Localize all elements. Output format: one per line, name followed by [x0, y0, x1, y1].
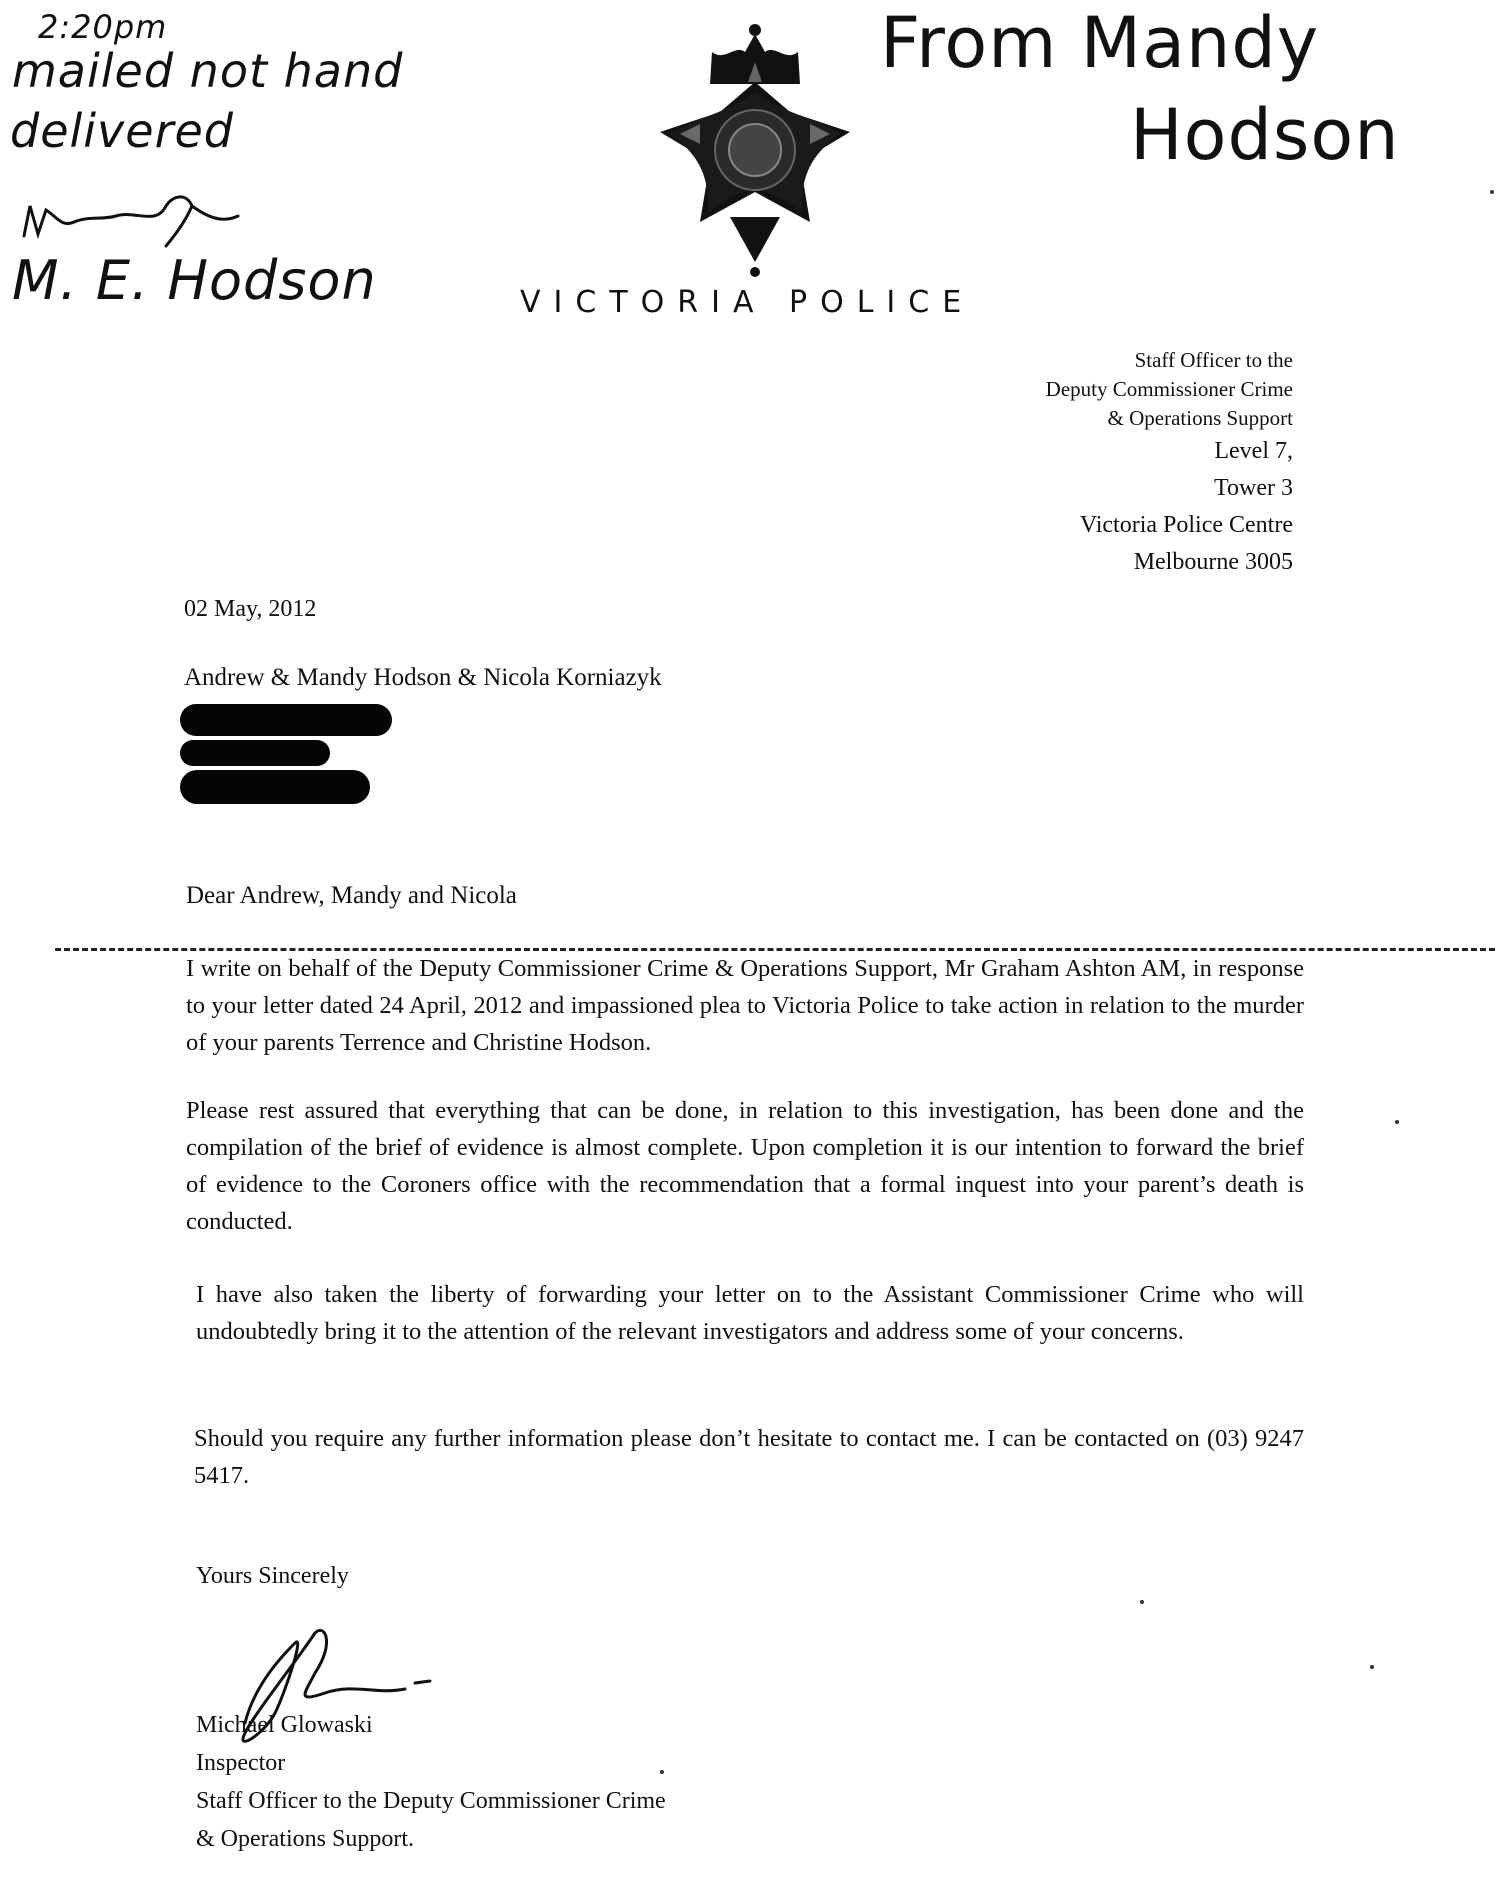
handwritten-signed-name: M. E. Hodson [12, 249, 377, 312]
redacted-address [180, 740, 330, 766]
signer-rank: Inspector [196, 1750, 286, 1776]
sender-line: Staff Officer to the [1134, 348, 1293, 372]
scan-speck [1395, 1120, 1399, 1124]
redacted-address [180, 704, 392, 736]
sender-line: Melbourne 3005 [1133, 549, 1293, 575]
handwritten-from-line2: Hodson [1130, 94, 1400, 176]
redacted-address [180, 770, 370, 804]
handwritten-note-line1: mailed not hand [12, 44, 404, 98]
scan-speck [1490, 190, 1494, 194]
scan-speck [1140, 1600, 1144, 1604]
scan-speck [660, 1770, 664, 1774]
closing: Yours Sincerely [196, 1563, 349, 1589]
signer-title: Staff Officer to the Deputy Commissioner Crime [196, 1788, 666, 1814]
handwritten-time: 2:20pm [38, 8, 168, 46]
body-paragraph: I have also taken the liberty of forwarding your letter on to the Assistant Commissioner Crime who will undoubtedly bring it to the attention of the relevant investigators and address some of your concerns. [196, 1281, 1304, 1345]
signer-name: Michael Glowaski [196, 1712, 373, 1738]
sender-line: Tower 3 [1214, 475, 1293, 501]
body-paragraph: Should you require any further information please don’t hesitate to contact me. I can be contacted on (03) 9247 5417. [194, 1425, 1304, 1489]
police-crest-icon [650, 22, 860, 282]
handwritten-from-line1: From Mandy [880, 2, 1320, 84]
organization-name: VICTORIA POLICE [520, 285, 975, 320]
handwritten-note-line2: delivered [10, 104, 234, 158]
body-paragraph: I write on behalf of the Deputy Commissioner Crime & Operations Support, Mr Graham Ashton AM, in response to your letter dated 24 April, 2012 and impassioned plea to Victoria Police to take action in relation to the murder of your parents Terrence and Christine Hodson. [186, 955, 1304, 1056]
sender-address [1046, 346, 1293, 581]
sender-line: Victoria Police Centre [1079, 512, 1293, 538]
handwritten-initials [16, 176, 246, 256]
sender-line: Deputy Commissioner Crime [1045, 377, 1293, 401]
signer-block [196, 1706, 666, 1858]
letter-date: 02 May, 2012 [184, 596, 317, 622]
body-paragraph: Please rest assured that everything that can be done, in relation to this investigation, has been done and the compilation of the brief of evidence is almost complete. Upon completion it is our intention to forward the brief of evidence to the Coroners office with the recommendation that a formal inquest into your parent’s death is conducted. [186, 1097, 1304, 1235]
sender-line: & Operations Support [1107, 406, 1293, 430]
sender-line: Level 7, [1214, 438, 1293, 464]
signer-title: & Operations Support. [196, 1826, 414, 1852]
salutation: Dear Andrew, Mandy and Nicola [186, 882, 517, 909]
scan-speck [1370, 1665, 1374, 1669]
recipient-names: Andrew & Mandy Hodson & Nicola Korniazyk [184, 664, 662, 691]
